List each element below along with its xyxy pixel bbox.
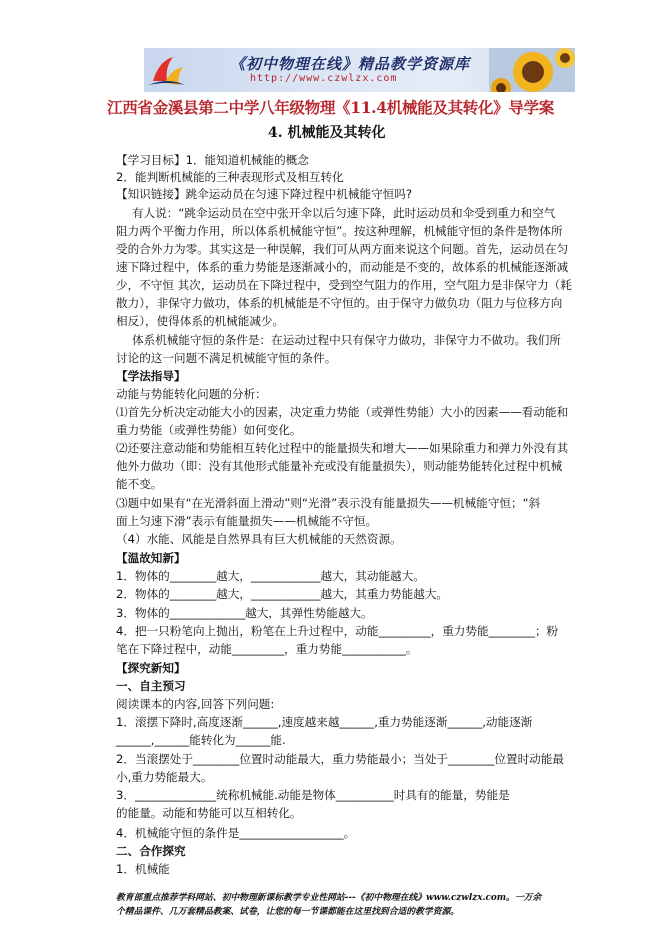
text-line: 面上匀速下滑”表示有能量损失——机械能不守恒。 xyxy=(116,514,378,528)
text-line: 1．物体的________越大，____________越大，其动能越大。 xyxy=(116,569,425,583)
text-line: 2．能判断机械能的三种表现形式及相互转化 xyxy=(116,170,344,184)
footer-line: 个精品课件、几万套精品教案、试卷，让您的每一节课都能在这里找到合适的教学资源。 xyxy=(116,907,460,917)
text-line: ______,______能转化为______能. xyxy=(116,733,286,747)
text-line: 能不变。 xyxy=(116,477,163,491)
text-line: 有人说：“跳伞运动员在空中张开伞以后匀速下降，此时运动员和伞受到重力和空气 xyxy=(132,206,556,220)
text-line: 体系机械能守恒的条件是：在运动过程中只有保守力做功，非保守力不做功。我们所 xyxy=(132,333,561,347)
sunflower-icon xyxy=(489,48,575,92)
text-line: 4．把一只粉笔向上抛出，粉笔在上升过程中，动能_________，重力势能________；粉 xyxy=(116,624,559,638)
text-line: 他外力做功（即：没有其他形式能量补充或没有能量损失），则动能势能转化过程中机械 xyxy=(116,459,563,473)
footer-line: 教育部重点推荐学科网站、初中物理新课标教学专业性网站---《初中物理在线》www.czwlzx.com。一万余 xyxy=(116,893,542,903)
text-line: 阻力两个平衡力作用，所以体系机械能守恒”。按这种理解，机械能守恒的条件是物体所 xyxy=(116,224,563,238)
text-line: （4）水能、风能是自然界具有巨大机械能的天然资源。 xyxy=(116,532,402,546)
text-line: ⑶题中如果有“在光滑斜面上滑动”则“光滑”表示没有能量损失——机械能守恒；“斜 xyxy=(116,496,541,510)
text-line: 少，不守恒 其次，运动员在下降过程中，受到空气阻力的作用，空气阻力是非保守力（耗 xyxy=(116,278,572,292)
text-line: 1．滚摆下降时,高度逐渐______,速度越来越______,重力势能逐渐______,动能逐渐 xyxy=(116,715,533,729)
text-line: 相反），使得体系的机械能减少。 xyxy=(116,314,285,328)
text-line: 小,重力势能最大。 xyxy=(116,770,213,784)
text-line: 笔在下降过程中，动能_________，重力势能___________。 xyxy=(116,642,418,656)
site-logo-icon xyxy=(147,51,187,89)
text-line: 一、自主预习 xyxy=(116,679,186,693)
text-line: 受的合外力为零。其实这是一种误解，我们可从两方面来说这个问题。首先，运动员在匀 xyxy=(116,242,569,256)
text-line: 二、合作探究 xyxy=(116,844,186,858)
text-line: 4．机械能守恒的条件是__________________。 xyxy=(116,826,356,840)
text-line: 3．______________统称机械能.动能是物体__________时具有的能量，势能是 xyxy=(116,788,510,802)
text-line: 【知识链接】跳伞运动员在匀速下降过程中机械能守恒吗? xyxy=(116,187,412,201)
text-line: 动能与势能转化问题的分析： xyxy=(116,387,267,401)
text-line: 讨论的这一问题不满足机械能守恒的条件。 xyxy=(116,351,337,365)
banner-title: 《初中物理在线》精品教学资源库 xyxy=(230,55,471,73)
text-line: 重力势能（或弹性势能）如何变化。 xyxy=(116,423,302,437)
text-line: 1．机械能 xyxy=(116,862,170,876)
text-line: 3．物体的_____________越大，其弹性势能越大。 xyxy=(116,606,373,620)
header-banner xyxy=(144,48,575,92)
text-line: ⑵还要注意动能和势能相互转化过程中的能量损失和增大——如果除重力和弹力外没有其 xyxy=(116,441,569,455)
text-line: 的能量。动能和势能可以互相转化。 xyxy=(116,806,302,820)
page-title: 江西省金溪县第二中学八年级物理《11.4机械能及其转化》导学案 xyxy=(107,98,554,117)
text-line: ⑴首先分析决定动能大小的因素，决定重力势能（或弹性势能）大小的因素——看动能和 xyxy=(116,405,569,419)
text-line: 【学习目标】1．能知道机械能的概念 xyxy=(116,153,309,167)
banner-url[interactable]: http://www.czwlzx.com xyxy=(250,73,398,84)
text-line: 【温故知新】 xyxy=(116,551,186,565)
text-line: 速下降过程中，体系的重力势能是逐渐减小的，而动能是不变的，故体系的机械能逐渐减 xyxy=(116,260,569,274)
text-line: 【探究新知】 xyxy=(116,661,186,675)
text-line: 阅读课本的内容,回答下列问题: xyxy=(116,697,275,711)
section-title: 4. 机械能及其转化 xyxy=(268,125,386,141)
text-line: 2．物体的________越大，____________越大，其重力势能越大。 xyxy=(116,587,449,601)
text-line: 2．当滚摆处于________位置时动能最大，重力势能最小；当处于________位置时动能最 xyxy=(116,752,564,766)
text-line: 散力），非保守力做功，体系的机械能是不守恒的。由于保守力做负功（阻力与位移方向 xyxy=(116,296,563,310)
text-line: 【学法指导】 xyxy=(116,369,186,383)
